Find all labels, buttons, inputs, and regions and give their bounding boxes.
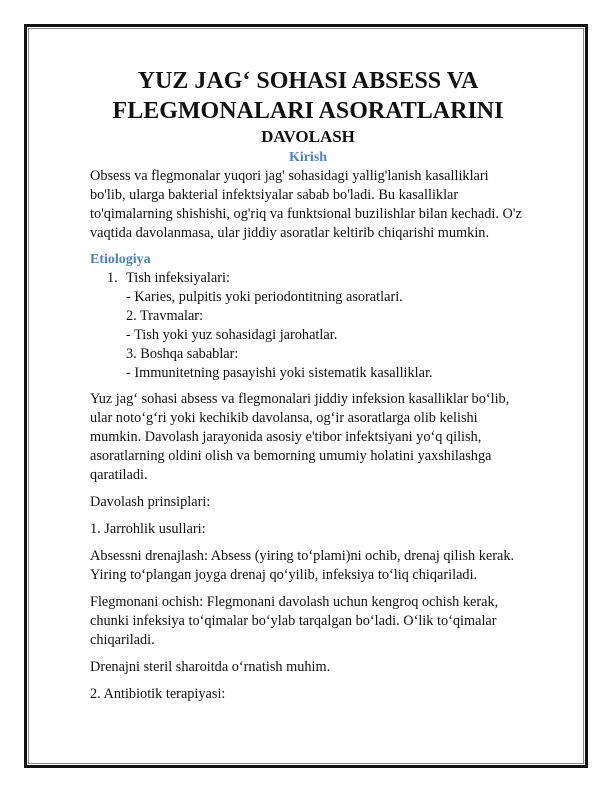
body-paragraph-abscess-drainage: Absessni drenajlash: Absess (yiring to‘plami)ni ochib, drenaj qilish kerak. Yiring to‘plangan joyga drenaj qo‘yilib, infeksiya to‘liq chiqariladi.	[90, 548, 515, 583]
document-content	[90, 66, 526, 712]
body-paragraph-summary: Yuz jag‘ sohasi absess va flegmonalari jiddiy infeksion kasalliklar bo‘lib, ular noto‘g‘ri yoki kechikib davolansa, og‘ir asoratlarga olib kelishi mumkin. Davolash jarayonida asosiy e'tibor infektsiyani yo‘q qilish, asoratlarning oldini olish va bemorning umumiy holatini yaxshilashga qaratiladi.	[90, 391, 510, 483]
intro-paragraph: Obsess va flegmonalar yuqori jag' sohasidagi yallig'lanish kasalliklari bo'lib, ularga bakterial infektsiyalar sabab bo'ladi. Bu kasalliklar to'qimalarning shishishi, og'riq va funktsional buzilishlar bilan kechadi. O'z vaqtida davolanmasa, ular jiddiy asoratlar keltirib chiqarishi mumkin.	[90, 168, 522, 241]
document-subtitle: DAVOLASH	[261, 127, 355, 146]
body-paragraph-sterile-drain: Drenajni steril sharoitda o‘rnatish muhim.	[90, 659, 331, 675]
list-item-text: Tish infeksiyalari:	[126, 270, 230, 286]
list-number: 1.	[107, 270, 118, 286]
etiology-item: - Tish yoki yuz sohasidagi jarohatlar.	[126, 327, 338, 343]
body-paragraph-antibiotic: 2. Antibiotik terapiyasi:	[90, 686, 226, 702]
title-line-2: FLEGMONALARI ASORATLARINI	[112, 98, 504, 124]
etiology-item: - Immunitetning pasayishi yoki sistematik kasalliklar.	[126, 365, 433, 381]
etiology-heading: Etiologiya	[90, 252, 151, 267]
document-title	[90, 66, 526, 126]
etiology-list	[90, 269, 526, 383]
etiology-item: 2. Travmalar:	[126, 308, 204, 324]
body-paragraph-surgical: 1. Jarrohlik usullari:	[90, 521, 206, 537]
etiology-item	[90, 269, 526, 288]
etiology-item: - Karies, pulpitis yoki periodontitning asoratlari.	[126, 289, 403, 305]
title-line-1: YUZ JAG‘ SOHASI ABSESS VA	[137, 68, 479, 94]
etiology-item: 3. Boshqa sabablar:	[126, 346, 239, 362]
body-paragraph-phlegmon: Flegmonani ochish: Flegmonani davolash uchun kengroq ochish kerak, chunki infeksiya to‘qimalar bo‘ylab tarqalgan bo‘ladi. O‘lik to‘qimalar chiqariladi.	[90, 594, 499, 648]
intro-heading: Kirish	[288, 150, 328, 165]
body-paragraph-principles: Davolash prinsiplari:	[90, 494, 211, 510]
